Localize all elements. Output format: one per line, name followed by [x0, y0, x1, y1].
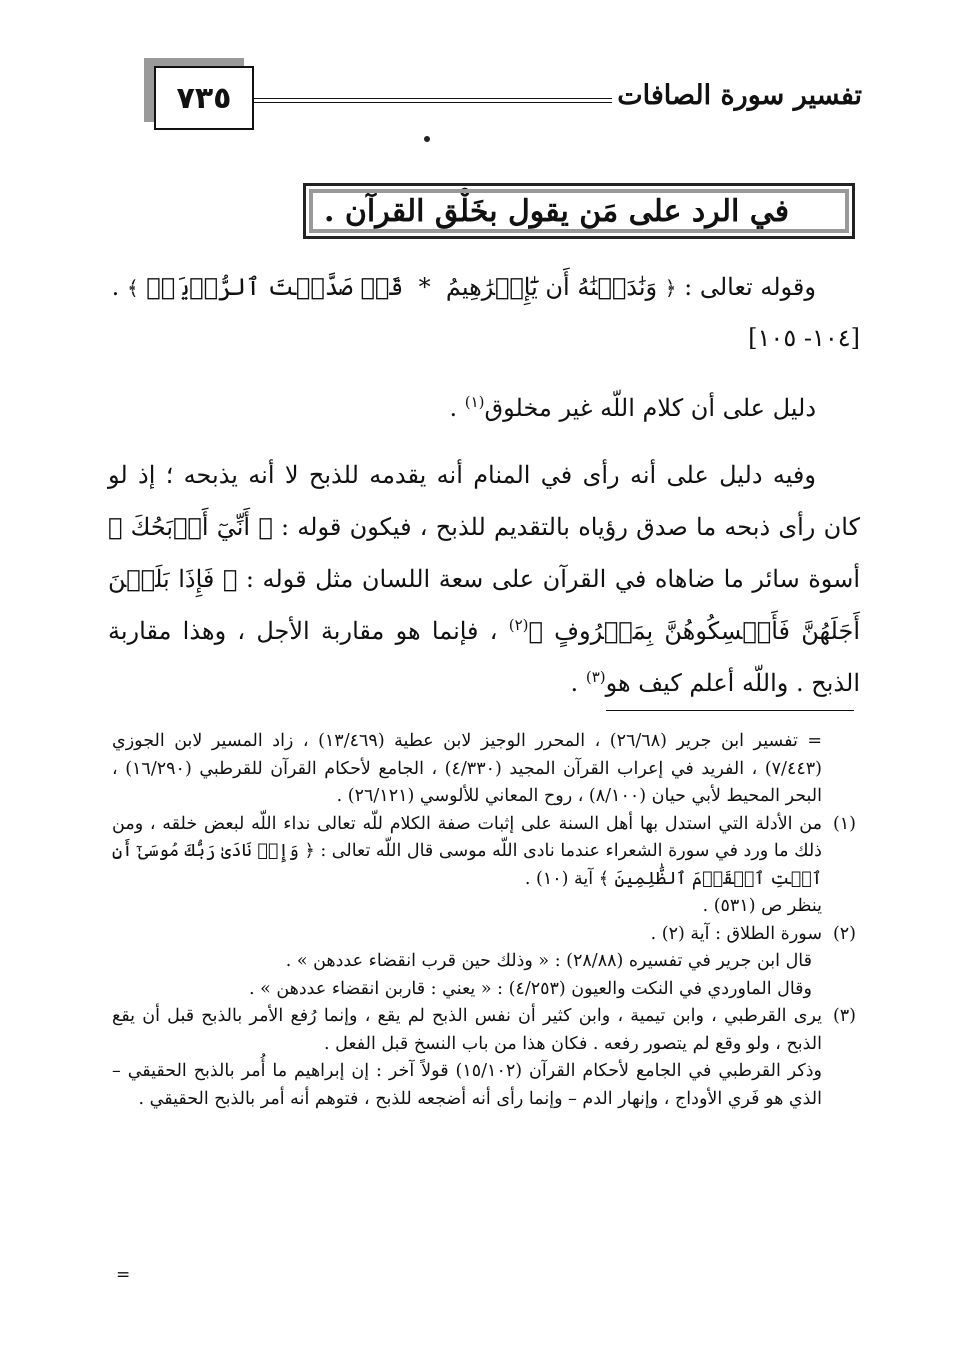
verse-reference: [١٠٤- ١٠٥] [748, 324, 860, 352]
verse-paragraph [108, 262, 860, 363]
header-rule [252, 98, 612, 103]
page-header [142, 66, 862, 138]
footnote-1-text: من الأدلة التي استدل بها أهل السنة على إثبات صفة الكلام للّه تعالى نداء اللّه لبعض خلقه ، ومن ذلك ما ورد في سورة الشعراء عندما نادى اللّه موسى قال اللّه تعالى : [112, 813, 822, 861]
footnote-1-quote: ﴿ وَإِذۡ نَادَىٰ رَبُّكَ مُوسَىٰٓ أَنِ ٱئۡتِ ٱلۡقَوۡمَ ٱلظَّٰلِمِينَ ﴾ [112, 841, 822, 889]
claim-end: . [449, 394, 458, 422]
footnote-2-number: (٢) [832, 923, 856, 944]
running-title: تفسير سورة الصافات [617, 80, 862, 111]
claim-text: دليل على أن كلام اللّه غير مخلوق [484, 394, 816, 422]
body-part-1: وفيه دليل على أنه رأى في المنام أنه يقدمه للذبح لا أنه يذبحه ؛ إذ لو كان رأى ذبحه ما صدق رؤياه بالتقديم للذبح ، فيكون قوله : [108, 461, 860, 541]
verse-separator-star: * [418, 273, 431, 301]
footnote-continues-mark: = [116, 1265, 131, 1285]
footnote-1-number: (١) [832, 813, 856, 834]
footnote-3-continuation: وذكر القرطبي في الجامع لأحكام القرآن (١٥/١٠٢) قولاً آخر : إن إبراهيم ما أُمر بالذبح الحقيقي – الذي هو فَري الأوداج ، وإنهار الدم – وإنما رأى أنه أضجعه للذبح ، فتوهم أنه أمر بالذبح الحقيقي . [112, 1061, 822, 1109]
footnote-ref-2: (٢) [508, 616, 529, 634]
verse-text-1: وَنَٰدَيۡنَٰهُ أَن يَٰٓإِبۡرَٰهِيمُ [445, 273, 658, 301]
footnote-ref-3: (٣) [585, 668, 606, 686]
footnotes [112, 728, 856, 1113]
body-end: . [570, 669, 579, 697]
footnote-rule [606, 710, 854, 711]
footnote-2-line-2: وقال الماوردي في النكت والعيون (٤/٢٥٣) : « يعني : قاربن انقضاء عددهن » . [248, 978, 812, 999]
verse-open-bracket: ﴿ [664, 276, 677, 300]
verse-intro: وقوله تعالى : [684, 273, 816, 301]
body-quote-2: ﴿ فَإِذَا بَلَغۡنَ أَجَلَهُنَّ فَأَمۡسِكُوهُنَّ بِمَعۡرُوفٍ ﴾ [108, 565, 860, 645]
footnote-3-number: (٣) [832, 1006, 856, 1026]
footnote-2 [112, 921, 856, 949]
footnote-2-line-1: قال ابن جرير في تفسيره (٢٨/٨٨) : « وذلك حين قرب انقضاء عددهن » . [285, 951, 812, 971]
body-part-3: ، فإنما هو مقاربة الأجل ، وهذا مقاربة الذبح . واللّه أعلم كيف هو [108, 617, 860, 697]
footnote-continuation: = تفسير ابن جرير (٢٦/٦٨) ، المحرر الوجيز لابن عطية (١٣/٤٦٩) ، زاد المسير لابن الجوزي (٧/٤٤٣) ، الفريد في إعراب القرآن المجيد (٤/٣٣٠) ، الجامع لأحكام القرآن للقرطبي (١٦/٢٩٠) ، البحر المحيط لأبي حيان (٨/١٠٠) ، روح المعاني للألوسي (٢٦/١٢١) . [112, 731, 822, 806]
footnote-2-text: سورة الطلاق : آية (٢) . [650, 923, 822, 944]
section-title-box [303, 183, 855, 239]
verse-end-dot: . [111, 273, 120, 301]
verse-text-2: قَدۡ صَدَّقۡتَ ٱلرُّءۡيَآۚ [146, 273, 404, 301]
print-dot-mark [424, 136, 430, 142]
footnote-3-text: يرى القرطبي ، وابن تيمية ، وابن كثير أن نفس الذبح لم يقع ، وإنما رُفع الأمر بالذبح قبل أن يقع الذبح ، ولو وقع لم يتصور رفعه . فكان هذا من باب النسخ قبل الفعل . [112, 1006, 822, 1054]
page-number: ٧٣٥ [154, 66, 254, 130]
footnote-3 [112, 1003, 856, 1058]
footnote-ref-1: (١) [464, 393, 485, 411]
claim-paragraph [108, 383, 860, 433]
body-paragraph [108, 449, 860, 709]
body-quote-1: ﴿ أَنِّيٓ أَذۡبَحُكَ ﴾ [108, 513, 273, 541]
verse-close-bracket: ﴾ [126, 276, 139, 300]
main-text [108, 262, 860, 709]
footnote-1 [112, 811, 856, 894]
body-part-2: أسوة سائر ما ضاهاه في القرآن على سعة اللسان مثل قوله : [245, 565, 860, 593]
footnote-1-ref: آية (١٠) . [524, 868, 594, 889]
section-title: في الرد على مَن يقول بخَلْق القرآن . [324, 193, 790, 229]
footnote-1-see: ينظر ص (٥٣١) . [702, 896, 822, 916]
